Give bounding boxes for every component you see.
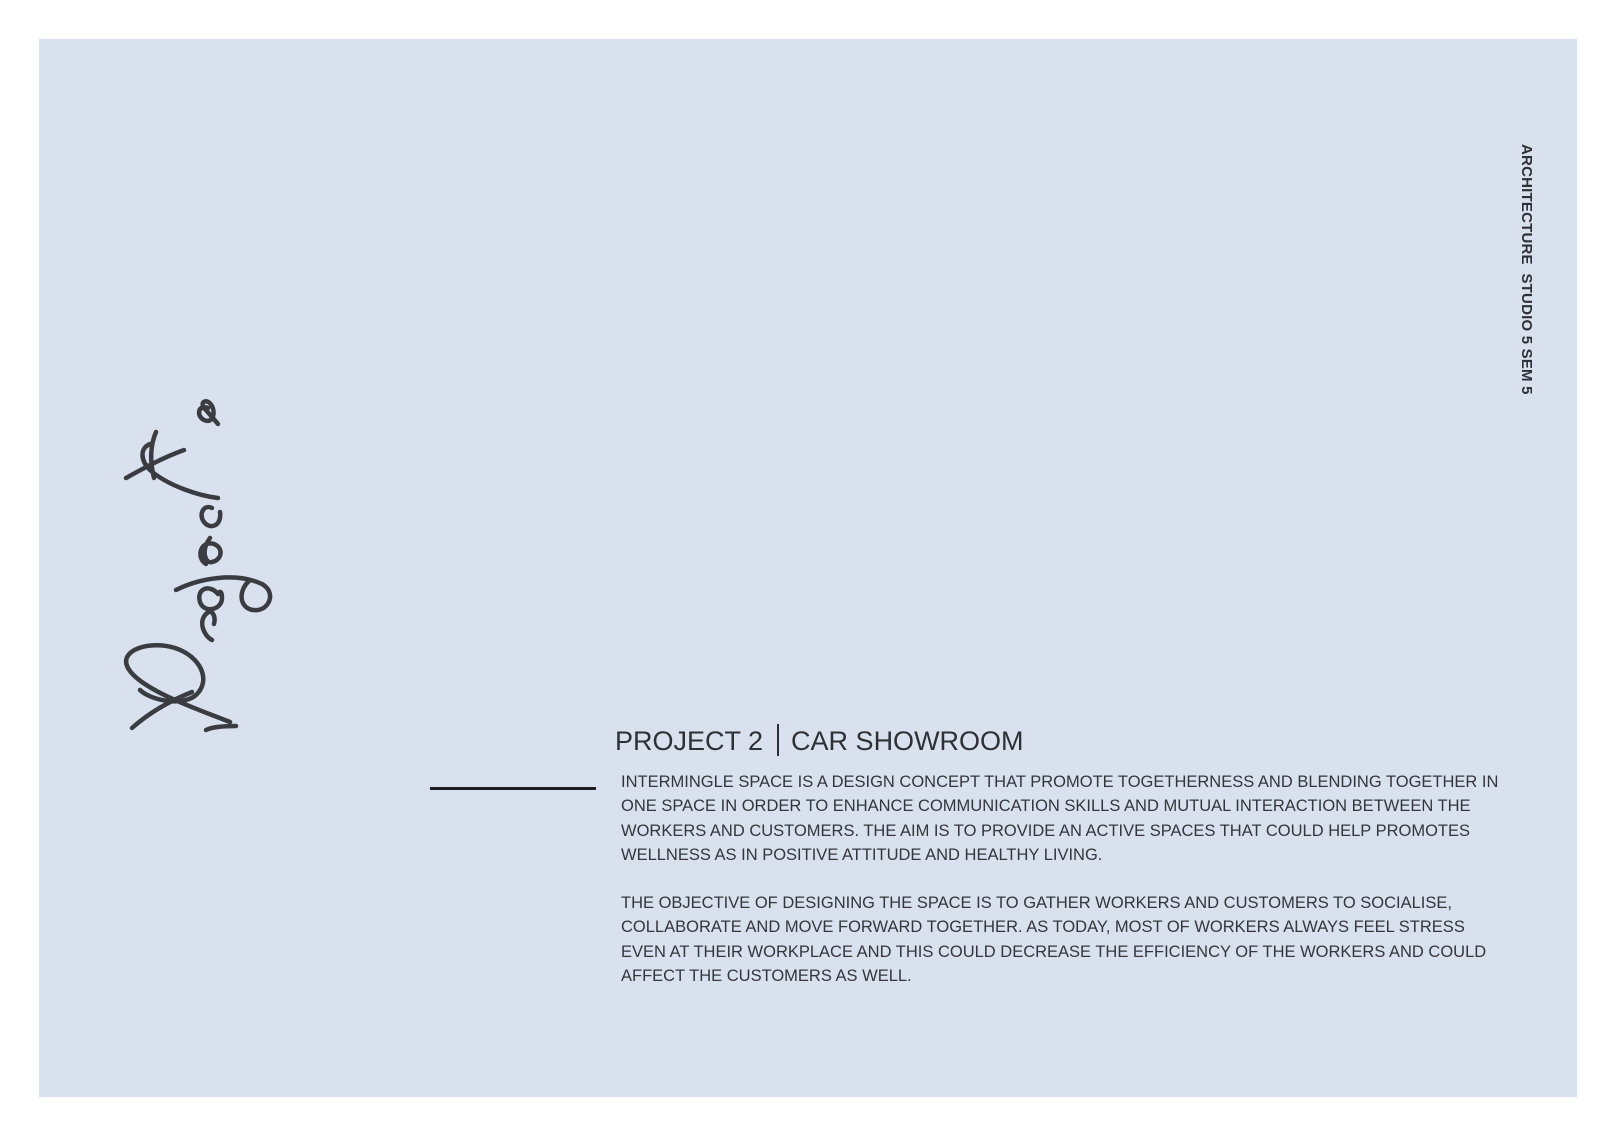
description-paragraph-1: INTERMINGLE SPACE IS A DESIGN CONCEPT THAT PROMOTE TOGETHERNESS AND BLENDING TOGETHER IN ONE SPACE IN ORDER TO ENHANCE COMMUNICATION SKILLS AND MUTUAL INTERACTION BETWEEN THE WORKERS AND CUSTOMERS. THE AIM IS TO PROVIDE AN ACTIVE SPACES THAT COULD HELP PROMOTES WELLNESS AS IN POSITIVE ATTITUDE AND HEALTHY LIVING. bbox=[621, 773, 1499, 864]
project-description bbox=[621, 770, 1501, 1012]
project-heading bbox=[615, 724, 1024, 757]
side-label: ARCHITECTURE STUDIO 5 SEM 5 bbox=[1518, 144, 1535, 395]
project-number: PROJECT 2 bbox=[615, 726, 764, 756]
accent-rule bbox=[430, 787, 596, 790]
project-subject: CAR SHOWROOM bbox=[791, 726, 1024, 756]
heading-separator bbox=[777, 724, 779, 756]
description-paragraph-2: THE OBJECTIVE OF DESIGNING THE SPACE IS TO GATHER WORKERS AND CUSTOMERS TO SOCIALISE, COLLABORATE AND MOVE FORWARD TOGETHER. AS TODAY, MOST OF WORKERS ALWAYS FEEL STRESS EVEN AT THEIR WORKPLACE AND THIS COULD DECREASE THE EFFICIENCY OF THE WORKERS AND COULD AFFECT THE CUSTOMERS AS WELL. bbox=[621, 894, 1487, 986]
